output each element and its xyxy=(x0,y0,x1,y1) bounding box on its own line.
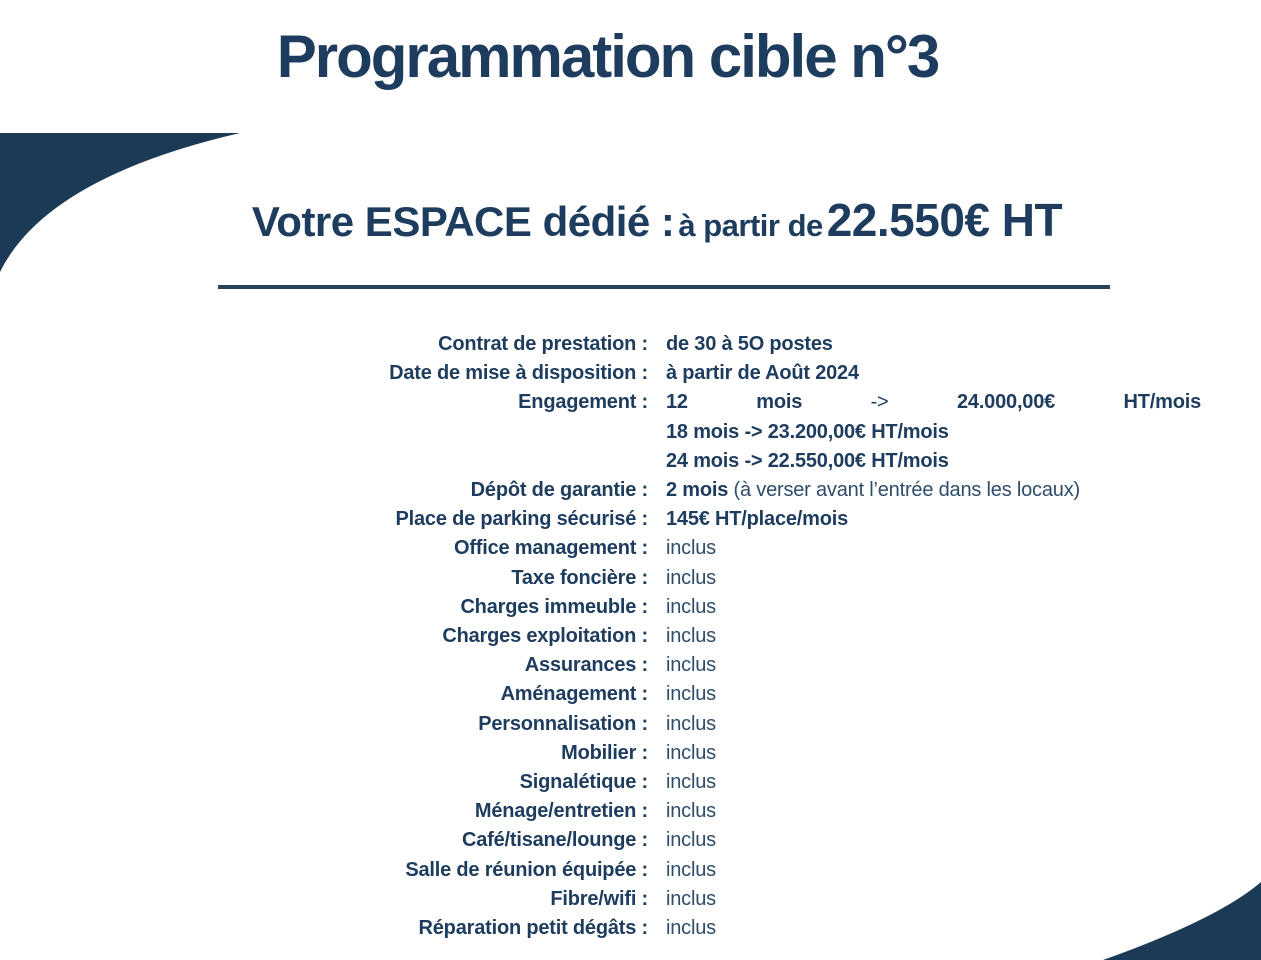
spec-value xyxy=(666,651,1202,680)
offer-heading-price: 22.550€ HT xyxy=(826,194,1063,246)
spec-row xyxy=(0,476,1202,505)
spec-row xyxy=(0,680,1202,709)
spec-value xyxy=(666,505,1202,534)
spec-value-text: inclus xyxy=(666,595,716,618)
page-title: Programmation cible n°3 xyxy=(276,23,939,90)
spec-value-text: inclus xyxy=(666,858,716,881)
spec-label: Café/tisane/lounge : xyxy=(461,829,648,852)
spec-row xyxy=(0,739,1202,768)
spec-value-text: inclus xyxy=(666,712,716,735)
offer-heading-main: Votre ESPACE dédié : xyxy=(251,198,675,245)
engagement-part: mois xyxy=(756,391,803,414)
spec-value-note: (à verser avant l’entrée dans les locaux) xyxy=(733,479,1080,502)
spec-label: Engagement : xyxy=(518,391,648,414)
offer-heading xyxy=(53,193,1261,247)
spec-value xyxy=(666,330,1202,359)
spec-row xyxy=(0,914,1202,943)
spec-value-text: inclus xyxy=(666,771,716,794)
spec-row xyxy=(0,593,1202,622)
spec-value xyxy=(666,388,1202,476)
spec-value-bold: 2 mois xyxy=(666,479,729,502)
spec-label: Charges exploitation : xyxy=(442,625,648,648)
spec-value xyxy=(666,826,1202,855)
spec-label: Contrat de prestation : xyxy=(438,333,648,355)
spec-value xyxy=(666,797,1202,826)
spec-row xyxy=(0,388,1202,476)
engagement-line-18-months: 18 mois -> 23.200,00€ HT/mois xyxy=(666,420,949,443)
spec-row xyxy=(0,359,1202,388)
offer-heading-prefix: à partir de xyxy=(678,208,823,243)
spec-value xyxy=(666,564,1202,593)
arrow-icon: -> xyxy=(870,391,889,414)
spec-value-text: inclus xyxy=(666,537,716,560)
spec-value-text: inclus xyxy=(666,800,716,823)
engagement-part: 12 xyxy=(666,391,688,414)
spec-value xyxy=(666,856,1202,885)
spec-value-text: inclus xyxy=(666,741,716,764)
spec-label: Aménagement : xyxy=(500,683,648,706)
spec-label: Office management : xyxy=(453,537,648,560)
spec-value xyxy=(666,534,1202,563)
spec-value-text: inclus xyxy=(666,683,716,706)
spec-row xyxy=(0,622,1202,651)
spec-value-text: inclus xyxy=(666,566,716,589)
spec-row xyxy=(0,856,1202,885)
spec-value xyxy=(666,710,1202,739)
spec-label: Assurances : xyxy=(524,654,648,677)
spec-label: Charges immeuble : xyxy=(460,595,648,618)
spec-table xyxy=(0,330,1202,943)
engagement-part: 24.000,00€ xyxy=(956,391,1056,414)
spec-row xyxy=(0,651,1202,680)
spec-label: Date de mise à disposition : xyxy=(389,362,648,385)
spec-value-text: inclus xyxy=(666,829,716,852)
spec-value-text: 145€ HT/place/mois xyxy=(666,508,849,531)
spec-row xyxy=(0,797,1202,826)
spec-row xyxy=(0,885,1202,914)
spec-value xyxy=(666,622,1202,651)
spec-label: Signalétique : xyxy=(519,771,648,794)
spec-label: Réparation petit dégâts : xyxy=(418,917,648,940)
spec-value xyxy=(666,768,1202,797)
spec-value-text: inclus xyxy=(666,625,716,648)
engagement-line-24-months: 24 mois -> 22.550,00€ HT/mois xyxy=(666,449,949,472)
spec-label: Personnalisation : xyxy=(478,712,648,735)
spec-value xyxy=(666,593,1202,622)
spec-value-text: inclus xyxy=(666,917,716,940)
spec-value-text: à partir de Août 2024 xyxy=(666,362,859,385)
spec-value-text: inclus xyxy=(666,654,716,677)
spec-row xyxy=(0,564,1202,593)
spec-label: Fibre/wifi : xyxy=(550,887,648,910)
spec-row xyxy=(0,710,1202,739)
spec-row xyxy=(0,505,1202,534)
spec-label: Dépôt de garantie : xyxy=(470,479,648,502)
spec-value-text: inclus xyxy=(666,887,716,910)
spec-value xyxy=(666,680,1202,709)
spec-row xyxy=(0,534,1202,563)
spec-label: Salle de réunion équipée : xyxy=(405,858,648,881)
spec-value xyxy=(666,914,1202,943)
spec-label: Mobilier : xyxy=(561,741,648,764)
divider-line xyxy=(218,285,1110,289)
spec-value xyxy=(666,359,1202,388)
spec-row xyxy=(0,768,1202,797)
engagement-line-12-months xyxy=(666,388,1201,417)
spec-label: Place de parking sécurisé : xyxy=(395,508,648,531)
spec-value xyxy=(666,739,1202,768)
spec-value-text: de 30 à 5O postes xyxy=(666,333,833,355)
spec-value xyxy=(666,476,1202,505)
spec-label: Ménage/entretien : xyxy=(474,800,648,823)
spec-label: Taxe foncière : xyxy=(511,566,648,589)
spec-row xyxy=(0,826,1202,855)
spec-row xyxy=(0,330,1202,359)
spec-value xyxy=(666,885,1202,914)
engagement-part: HT/mois xyxy=(1123,391,1201,414)
